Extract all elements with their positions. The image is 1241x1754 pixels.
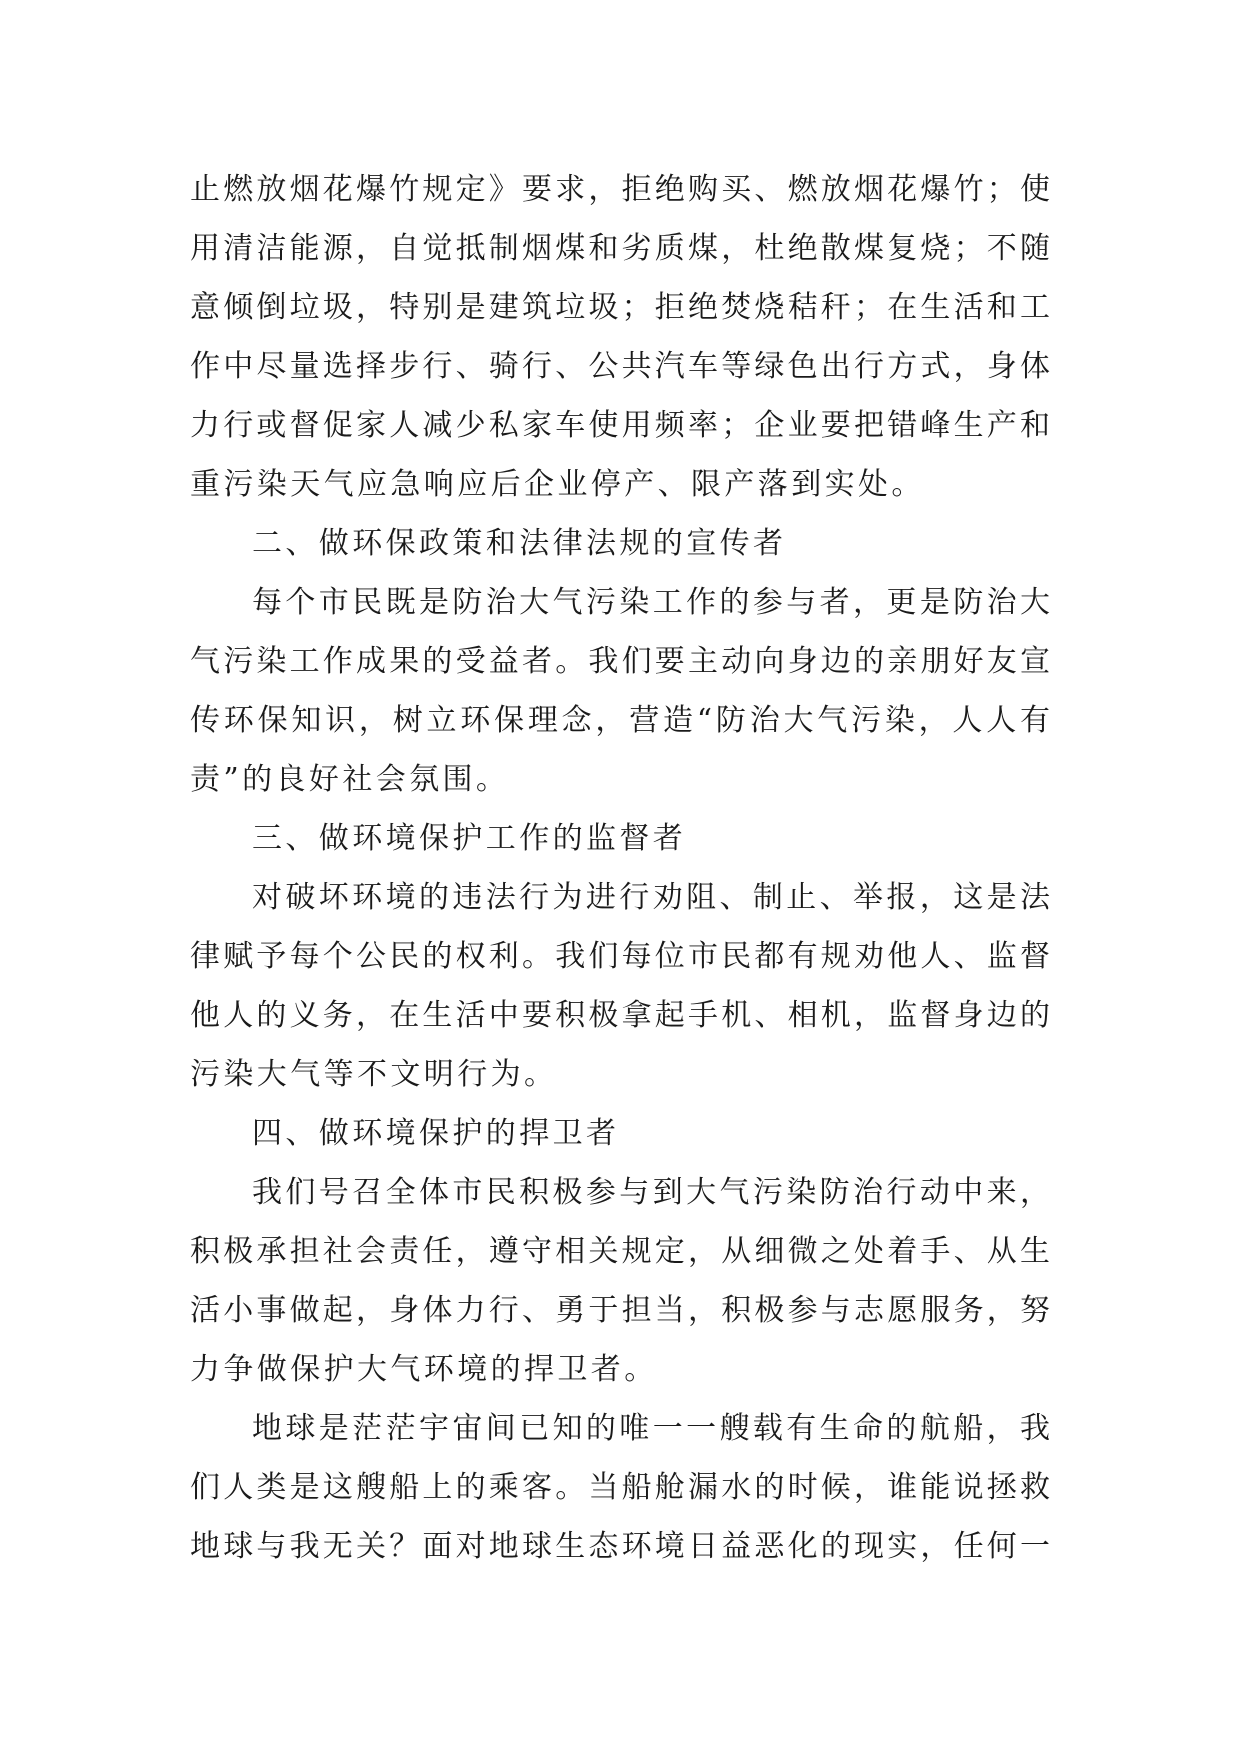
text-line: 止燃放烟花爆竹规定》要求，拒绝购买、燃放烟花爆竹；使 [190, 172, 1050, 207]
text-line: 用清洁能源，自觉抵制烟煤和劣质煤，杜绝散煤复烧；不随 [190, 231, 1050, 266]
text-line: 四、做环境保护的捍卫者 [252, 1116, 620, 1151]
text-line: 力行或督促家人减少私家车使用频率；企业要把错峰生产和 [190, 408, 1050, 443]
text-line: 气污染工作成果的受益者。我们要主动向身边的亲朋好友宣 [190, 644, 1050, 679]
text-line: 传环保知识，树立环保理念，营造“防治大气污染，人人有 [190, 703, 1050, 738]
text-line: 地球是茫茫宇宙间已知的唯一一艘载有生命的航船，我 [252, 1411, 1050, 1446]
text-line: 地球与我无关？面对地球生态环境日益恶化的现实，任何一 [190, 1529, 1050, 1564]
text-line: 律赋予每个公民的权利。我们每位市民都有规劝他人、监督 [190, 939, 1050, 974]
text-line: 对破坏环境的违法行为进行劝阻、制止、举报，这是法 [252, 880, 1050, 915]
text-line: 我们号召全体市民积极参与到大气污染防治行动中来， [252, 1175, 1050, 1210]
text-line: 每个市民既是防治大气污染工作的参与者，更是防治大 [252, 585, 1050, 620]
text-line: 污染大气等不文明行为。 [190, 1057, 558, 1092]
text-line: 二、做环保政策和法律法规的宣传者 [252, 526, 787, 561]
text-line: 三、做环境保护工作的监督者 [252, 821, 687, 856]
text-line: 们人类是这艘船上的乘客。当船舱漏水的时候，谁能说拯救 [190, 1470, 1050, 1505]
text-line: 重污染天气应急响应后企业停产、限产落到实处。 [190, 467, 925, 502]
text-line: 意倾倒垃圾，特别是建筑垃圾；拒绝焚烧秸秆；在生活和工 [190, 290, 1050, 325]
text-line: 他人的义务，在生活中要积极拿起手机、相机，监督身边的 [190, 998, 1050, 1033]
text-line: 活小事做起，身体力行、勇于担当，积极参与志愿服务，努 [190, 1293, 1050, 1328]
text-line: 积极承担社会责任，遵守相关规定，从细微之处着手、从生 [190, 1234, 1050, 1269]
text-line: 作中尽量选择步行、骑行、公共汽车等绿色出行方式，身体 [190, 349, 1050, 384]
document-body [190, 160, 1050, 1576]
text-line: 力争做保护大气环境的捍卫者。 [190, 1352, 658, 1387]
text-line: 责”的良好社会氛围。 [190, 762, 510, 797]
